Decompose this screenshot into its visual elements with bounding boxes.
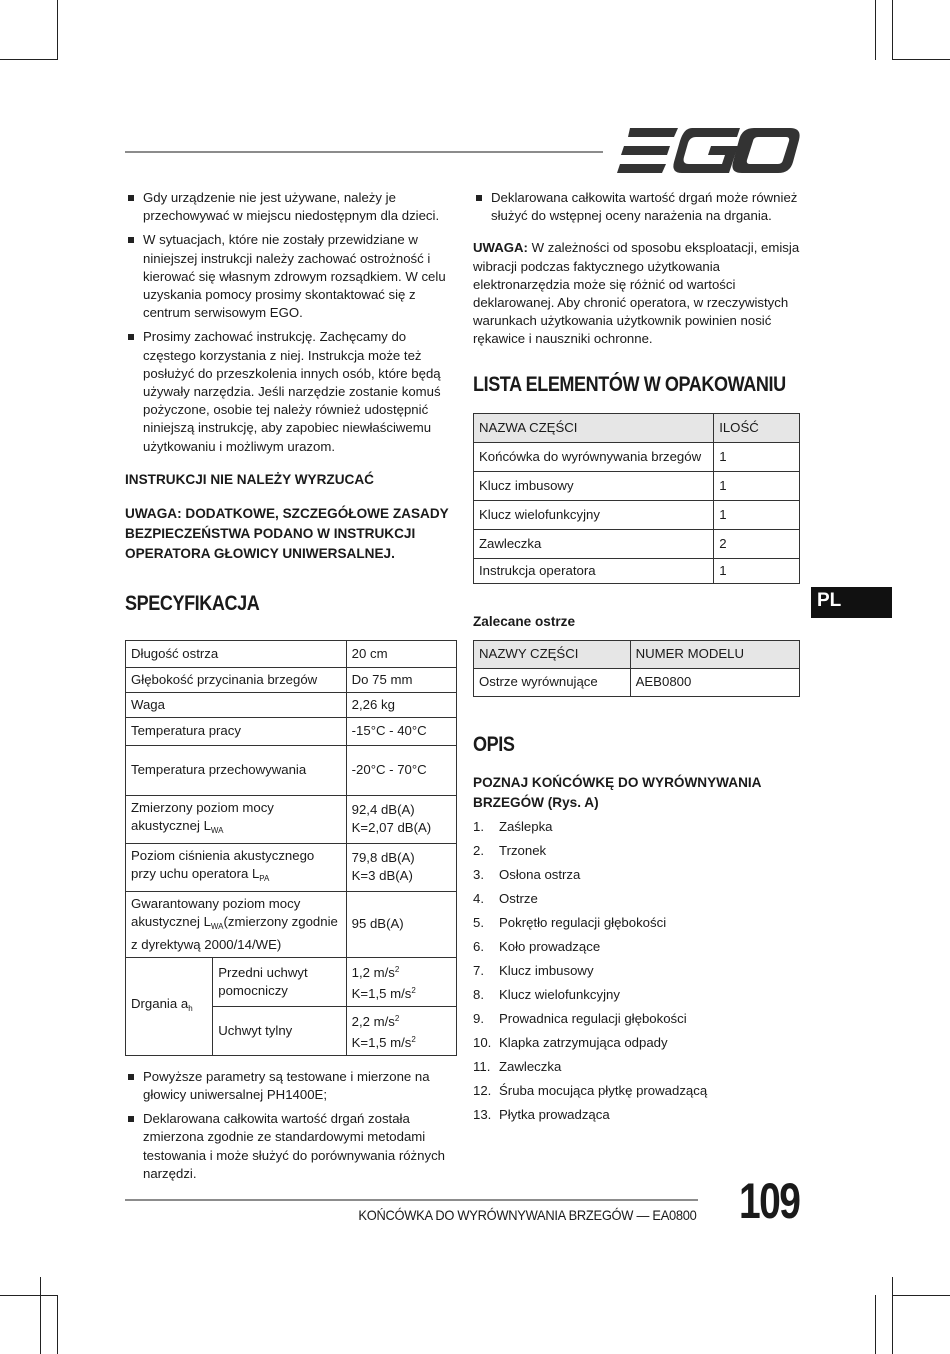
spec-label: Zmierzony poziom mocy akustycznej $L_{WA}$ xyxy=(126,795,347,843)
spec-table xyxy=(125,640,457,1056)
package-table xyxy=(473,413,800,584)
spec-value: -15°C - 40°C xyxy=(346,717,456,745)
table-header-row xyxy=(474,640,800,668)
crop-mark xyxy=(875,1295,876,1354)
parts-list xyxy=(473,815,803,1127)
blade-table xyxy=(473,640,800,697)
spec-value: 2,26 kg xyxy=(346,692,456,717)
spec-label: Drgania $a_h$ xyxy=(126,957,213,1055)
table-row xyxy=(474,529,800,558)
spec-value: 20 cm xyxy=(346,640,456,667)
warning-paragraph xyxy=(473,239,803,348)
right-column xyxy=(473,189,803,1127)
bullet-item: Deklarowana całkowita wartość drgań została zmierzona zgodnie ze standardowymi metodami testowania i może służyć do porównywania różnych narzędzi. xyxy=(125,1110,457,1183)
list-item: 13. Płytka prowadząca xyxy=(473,1106,610,1122)
warning-label: UWAGA: xyxy=(473,240,528,256)
safety-bullets xyxy=(125,189,457,456)
ego-logo xyxy=(616,128,800,174)
spec-label: Temperatura przechowywania xyxy=(126,745,347,795)
spec-label: Gwarantowany poziom mocy akustycznej $L_{WA}(zmierzony$ zgodnie z dyrektywą 2000/14/WE) xyxy=(126,891,347,957)
crop-mark xyxy=(875,0,876,60)
list-item: 6. Koło prowadzące xyxy=(473,938,601,954)
table-row xyxy=(126,745,457,795)
table-row xyxy=(474,558,800,583)
spec-value: -20°C - 70°C xyxy=(346,745,456,795)
part-name: Klucz imbusowy xyxy=(474,471,714,500)
footer-title: KOŃCÓWKA DO WYRÓWNYWANIA BRZEGÓW — EA0800 xyxy=(358,1207,697,1223)
table-row xyxy=(126,891,457,957)
crop-mark xyxy=(892,1277,893,1354)
column-header: NAZWA CZĘŚCI xyxy=(474,413,714,442)
spec-value: 95 dB(A) xyxy=(346,891,456,957)
part-name: Końcówka do wyrównywania brzegów xyxy=(474,442,714,471)
table-row xyxy=(474,500,800,529)
keep-instructions-heading: INSTRUKCJI NIE NALEŻY WYRZUCAĆ xyxy=(125,471,374,487)
blade-model: AEB0800 xyxy=(630,668,799,696)
spec-label: Temperatura pracy xyxy=(126,717,347,745)
crop-mark xyxy=(40,1277,41,1354)
list-item: 10. Klapka zatrzymująca odpady xyxy=(473,1034,668,1050)
spec-sublabel: Przedni uchwyt pomocniczy xyxy=(213,957,346,1006)
spec-label: Głębokość przycinania brzegów xyxy=(126,667,347,692)
language-tab: PL xyxy=(811,587,892,618)
additional-rules-heading: UWAGA: DODATKOWE, SZCZEGÓŁOWE ZASADY BEZPIECZEŃSTWA PODANO W INSTRUKCJI OPERATORA GŁOWICY UNIWERSALNEJ. xyxy=(125,505,449,561)
spec-label: Waga xyxy=(126,692,347,717)
part-name: Zawleczka xyxy=(474,529,714,558)
footer-rule xyxy=(125,1199,698,1201)
part-qty: 1 xyxy=(714,500,800,529)
table-row xyxy=(126,843,457,891)
spec-value: 1,2 $m/s^2$ K=1,5 $m/s^2$ xyxy=(346,957,456,1006)
table-row xyxy=(126,795,457,843)
spec-sublabel: Uchwyt tylny xyxy=(213,1006,346,1055)
list-item: 1. Zaślepka xyxy=(473,818,553,834)
spec-value: 92,4 dB(A) K=2,07 dB(A) xyxy=(346,795,456,843)
part-qty: 1 xyxy=(714,442,800,471)
table-row xyxy=(474,471,800,500)
list-item: 2. Trzonek xyxy=(473,842,547,858)
spec-value: 2,2 $m/s^2$ K=1,5 $m/s^2$ xyxy=(346,1006,456,1055)
part-name: Instrukcja operatora xyxy=(474,558,714,583)
spec-label: Poziom ciśnienia akustycznego przy uchu operatora $L_{PA}$ xyxy=(126,843,347,891)
blade-name: Ostrze wyrównujące xyxy=(474,668,631,696)
spec-value: 79,8 dB(A) K=3 dB(A) xyxy=(346,843,456,891)
blade-title: Zalecane ostrze xyxy=(473,613,575,629)
bullet-item: W sytuacjach, które nie zostały przewidziane w niniejszej instrukcji należy zachować ostrożność i kierować się własnym zdrowym rozsądkiem. W celu uzyskania pomocy prosimy skontaktować się z centrum serwisowym EGO. xyxy=(125,231,457,322)
list-item: 7. Klucz imbusowy xyxy=(473,962,594,978)
crop-mark xyxy=(0,59,58,60)
column-header: NAZWY CZĘŚCI xyxy=(474,640,631,668)
list-item: 9. Prowadnica regulacji głębokości xyxy=(473,1010,687,1026)
vibration-bullet xyxy=(473,189,803,225)
bullet-item: Deklarowana całkowita wartość drgań może również służyć do wstępnej oceny narażenia na drgania. xyxy=(473,189,803,225)
spec-title: SPECYFIKACJA xyxy=(125,591,260,615)
crop-mark xyxy=(57,0,58,60)
list-item: 3. Osłona ostrza xyxy=(473,866,581,882)
left-column xyxy=(125,189,457,1189)
table-row xyxy=(126,717,457,745)
crop-mark xyxy=(892,0,893,60)
page-number: 109 xyxy=(739,1173,800,1229)
spec-label: Długość ostrza xyxy=(126,640,347,667)
crop-mark xyxy=(892,1295,950,1296)
part-qty: 2 xyxy=(714,529,800,558)
crop-mark xyxy=(892,59,950,60)
header-rule xyxy=(125,151,603,153)
table-row xyxy=(126,957,457,1006)
description-subtitle: POZNAJ KOŃCÓWKĘ DO WYRÓWNYWANIA BRZEGÓW (Rys. A) xyxy=(473,774,761,810)
list-item: 8. Klucz wielofunkcyjny xyxy=(473,986,620,1002)
crop-mark xyxy=(57,1295,58,1354)
bullet-item: Prosimy zachować instrukcję. Zachęcamy do częstego korzystania z niej. Instrukcja może też posłużyć do przeszkolenia innych osób, które będą używały narzędzia. Jeśli narzędzie zostanie komuś pożyczone, osobie tej należy również udostępnić niniejszą instrukcję, aby zapobiec niewłaściwemu użytkowaniu i możliwym urazom. xyxy=(125,328,457,455)
column-header: ILOŚĆ xyxy=(714,413,800,442)
list-item: 11. Zawleczka xyxy=(473,1058,562,1074)
spec-value: Do 75 mm xyxy=(346,667,456,692)
table-row xyxy=(474,442,800,471)
warning-text: W zależności od sposobu eksploatacji, emisja wibracji podczas faktycznego użytkowania elektronarzędzia może się różnić od wartości deklarowanej. Aby chronić operatora, w rzeczywistych warunkach użytkowania użytkownik powinien nosić rękawice i nauszniki ochronne. xyxy=(473,240,800,347)
bullet-item: Powyższe parametry są testowane i mierzone na głowicy uniwersalnej PH1400E; xyxy=(125,1068,457,1104)
package-title: LISTA ELEMENTÓW W OPAKOWANIU xyxy=(473,372,786,396)
list-item: 4. Ostrze xyxy=(473,890,538,906)
table-row xyxy=(474,668,800,696)
table-row xyxy=(126,692,457,717)
part-name: Klucz wielofunkcyjny xyxy=(474,500,714,529)
table-row xyxy=(126,667,457,692)
bullet-item: Gdy urządzenie nie jest używane, należy je przechowywać w miejscu niedostępnym dla dzieci. xyxy=(125,189,457,225)
spec-notes xyxy=(125,1068,457,1183)
table-header-row xyxy=(474,413,800,442)
column-header: NUMER MODELU xyxy=(630,640,799,668)
crop-mark xyxy=(0,1295,58,1296)
part-qty: 1 xyxy=(714,558,800,583)
description-title: OPIS xyxy=(473,732,515,756)
list-item: 12. Śruba mocująca płytkę prowadzącą xyxy=(473,1082,708,1098)
part-qty: 1 xyxy=(714,471,800,500)
list-item: 5. Pokrętło regulacji głębokości xyxy=(473,914,667,930)
table-row xyxy=(126,640,457,667)
